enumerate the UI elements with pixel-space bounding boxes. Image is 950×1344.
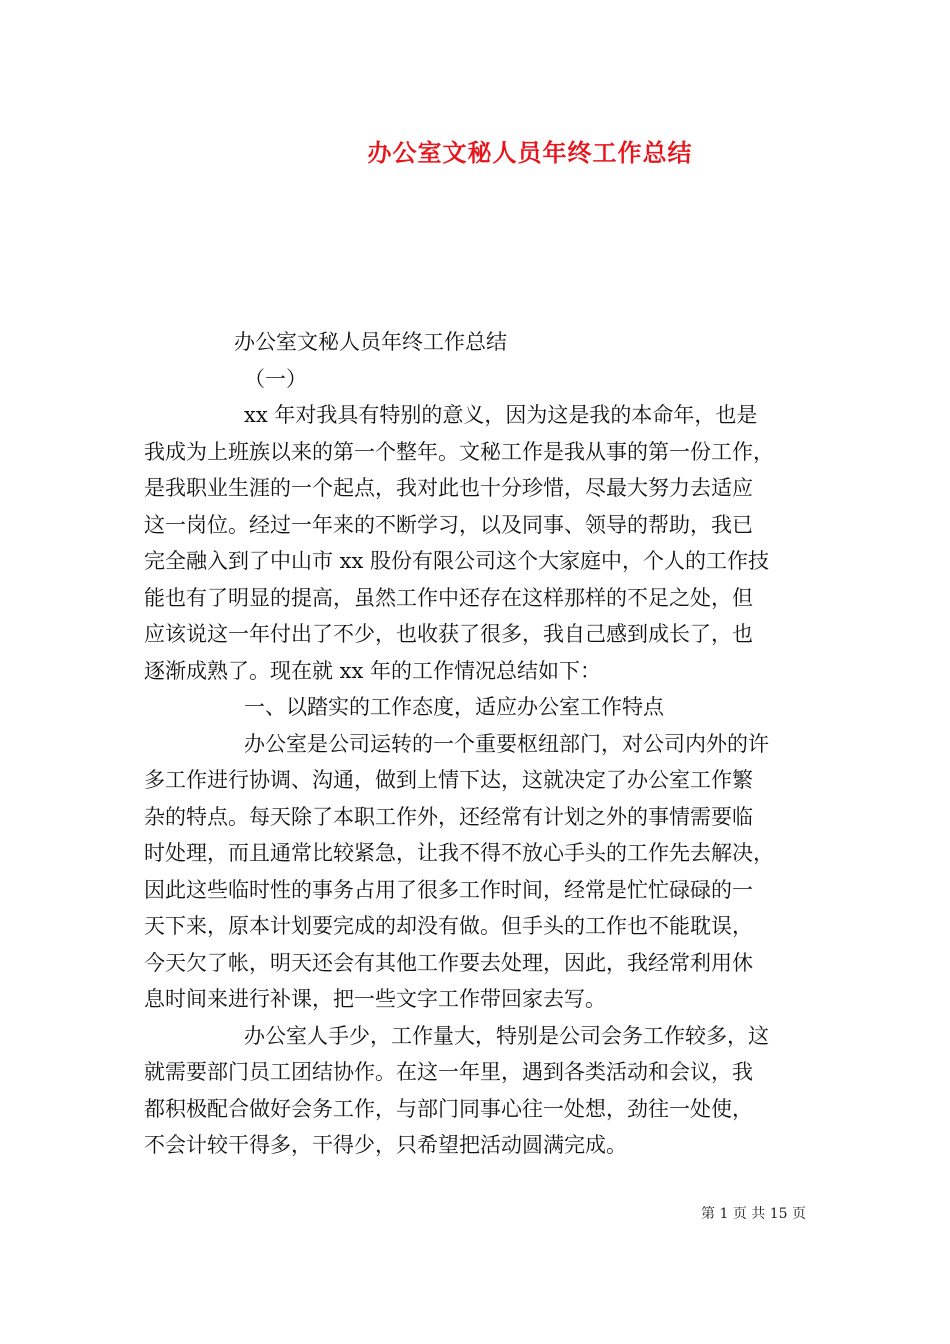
paragraph-2 [144,726,808,1018]
paragraph-line: 办公室人手少，工作量大，特别是公司会务工作较多，这 [244,1023,769,1048]
paragraph-line: 是我职业生涯的一个起点，我对此也十分珍惜，尽最大努力去适应 [144,476,753,500]
paragraph-line: 能也有了明显的提高，虽然工作中还存在这样那样的不足之处，但 [144,585,753,610]
paragraph-line: 今天欠了帐，明天还会有其他工作要去处理，因此，我经常利用休 [144,950,753,975]
document-subtitle: 办公室文秘人员年终工作总结 [234,330,507,354]
section-number: （一） [244,366,307,391]
paragraph-3 [144,1018,808,1164]
paragraph-line: xx 年对我具有特别的意义，因为这是我的本命年，也是 [244,403,758,427]
paragraph-line: 多工作进行协调、沟通，做到上情下达，这就决定了办公室工作繁 [144,768,753,792]
paragraph-line: 因此这些临时性的事务占用了很多工作时间，经常是忙忙碌碌的一 [144,877,753,902]
paragraph-line: 息时间来进行补课，把一些文字工作带回家去写。 [144,987,606,1011]
section-heading: 一、以踏实的工作态度，适应办公室工作特点 [244,695,664,719]
paragraph-line: 这一岗位。经过一年来的不断学习，以及同事、领导的帮助，我已 [144,512,753,537]
paragraph-line: 都积极配合做好会务工作，与部门同事心往一处想，劲往一处使， [144,1096,753,1121]
paragraph-line: 天下来，原本计划要完成的却没有做。但手头的工作也不能耽误， [144,914,753,938]
paragraph-line: 不会计较干得多，干得少，只希望把活动圆满完成。 [144,1133,627,1157]
paragraph-line: 就需要部门员工团结协作。在这一年里，遇到各类活动和会议，我 [144,1060,753,1084]
paragraph-line: 逐渐成熟了。现在就 xx 年的工作情况总结如下： [144,658,602,683]
page-title: 办公室文秘人员年终工作总结 [367,138,693,167]
paragraph-line: 杂的特点。每天除了本职工作外，还经常有计划之外的事情需要临 [144,804,753,829]
paragraph-line: 我成为上班族以来的第一个整年。文秘工作是我从事的第一份工作， [144,439,774,464]
paragraph-line: 办公室是公司运转的一个重要枢纽部门，对公司内外的许 [244,731,769,756]
paragraph-line: 完全融入到了中山市 xx 股份有限公司这个大家庭中，个人的工作技 [144,549,770,573]
paragraph-line: 时处理，而且通常比较紧急，让我不得不放心手头的工作先去解决， [144,841,774,865]
page-footer: 第 1 页 共 15 页 [701,1206,806,1222]
paragraph-line: 应该说这一年付出了不少，也收获了很多，我自己感到成长了，也 [144,622,753,646]
document-body [144,324,808,1164]
paragraph-1 [144,397,808,689]
